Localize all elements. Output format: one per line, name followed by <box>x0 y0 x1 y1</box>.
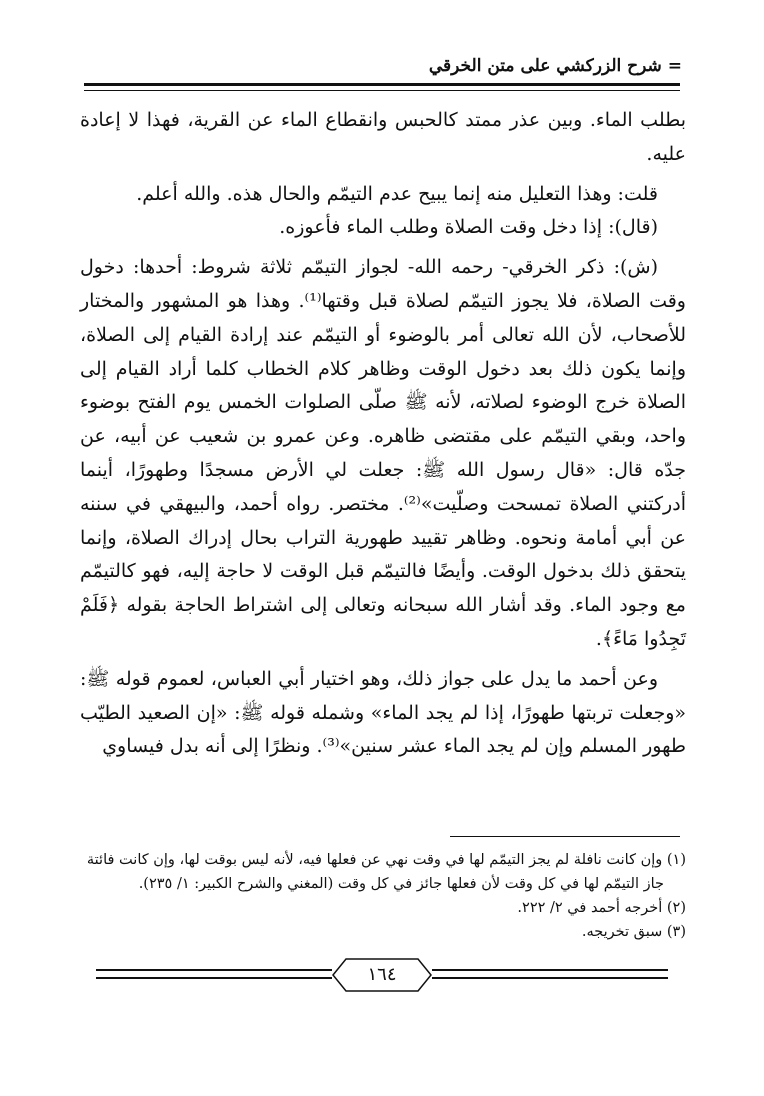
footnote: (٢) أخرجه أحمد في ٢/ ٢٢٢. <box>517 900 686 916</box>
footnotes <box>84 848 686 944</box>
footnote: (٣) سبق تخريجه. <box>581 924 686 940</box>
footnote-separator <box>450 836 680 837</box>
paragraph: بطلب الماء. وبين عذر ممتد كالحبس وانقطاع الماء عن القرية، فهذا لا إعادة عليه. <box>80 109 686 165</box>
paragraph: قلت: وهذا التعليل منه إنما يبيح عدم التيمّم والحال هذه. والله أعلم. <box>136 182 658 205</box>
page-number: ١٦٤ <box>367 964 397 985</box>
header-title: شرح الزركشي على متن الخرقي <box>428 56 662 76</box>
header-marker: = <box>667 56 682 76</box>
paragraph: (ش): ذكر الخرقي- رحمه الله- لجواز التيمّم ثلاثة شروط: أحدها: دخول وقت الصلاة، فلا يجوز التيمّم لصلاة قبل وقتها⁽¹⁾. وهذا هو المشهور والمختار للأصحاب، لأن الله تعالى أمر بالوضوء أو التيمّم عند إرادة القيام إلى الصلاة، وإنما يكون ذلك بعد دخول الوقت وظاهر كلام الخطاب كلما أراد القيام إلى الصلاة خرج الوضوء لصلاته، لأنه ﷺ صلّى الصلوات الخمس يوم الفتح بوضوء واحد، وبقي التيمّم على مقتضى ظاهره. وعن عمرو بن شعيب عن أبيه، عن جدّه قال: «قال رسول الله ﷺ: جعلت لي الأرض مسجدًا وطهورًا، أينما أدركتني الصلاة تمسحت وصلّيت»⁽²⁾. مختصر. رواه أحمد، والبيهقي في سننه عن أبي أمامة ونحوه. وظاهر تقييد طهورية التراب بحال إدراك الصلاة، وإنما يتحقق ذلك بدخول الوقت. وأيضًا فالتيمّم قبل الوقت لا حاجة إليه، فهو كالتيمّم مع وجود الماء. وقد أشار الله سبحانه وتعالى إلى اشتراط الحاجة بقوله ﴿فَلَمْ تَجِدُوا مَاءً﴾. <box>80 256 686 650</box>
footnote: جاز التيمّم لها في كل وقت لأن فعلها جائز في كل وقت (المغني والشرح الكبير: ١/ ٢٣٥). <box>138 876 664 892</box>
header-rule-thin <box>84 90 680 91</box>
main-text <box>80 104 686 764</box>
footnote: (١) وإن كانت نافلة لم يجز التيمّم لها في وقت نهي عن فعلها فيه، لأنه ليس بوقت لها، وإن كانت فائتة <box>86 852 686 868</box>
running-header <box>429 56 682 76</box>
header-rule-thick <box>84 83 680 86</box>
page-number-frame <box>332 958 432 992</box>
paragraph: وعن أحمد ما يدل على جواز ذلك، وهو اختيار أبي العباس، لعموم قوله ﷺ: «وجعلت تربتها طهورًا، إذا لم يجد الماء» وشمله قوله ﷺ: «إن الصعيد الطيّب طهور المسلم وإن لم يجد الماء عشر سنين»⁽³⁾. ونظرًا إلى أنه بدل فيساوي <box>80 667 686 758</box>
paragraph: (قال): إذا دخل وقت الصلاة وطلب الماء فأعوزه. <box>279 216 658 239</box>
